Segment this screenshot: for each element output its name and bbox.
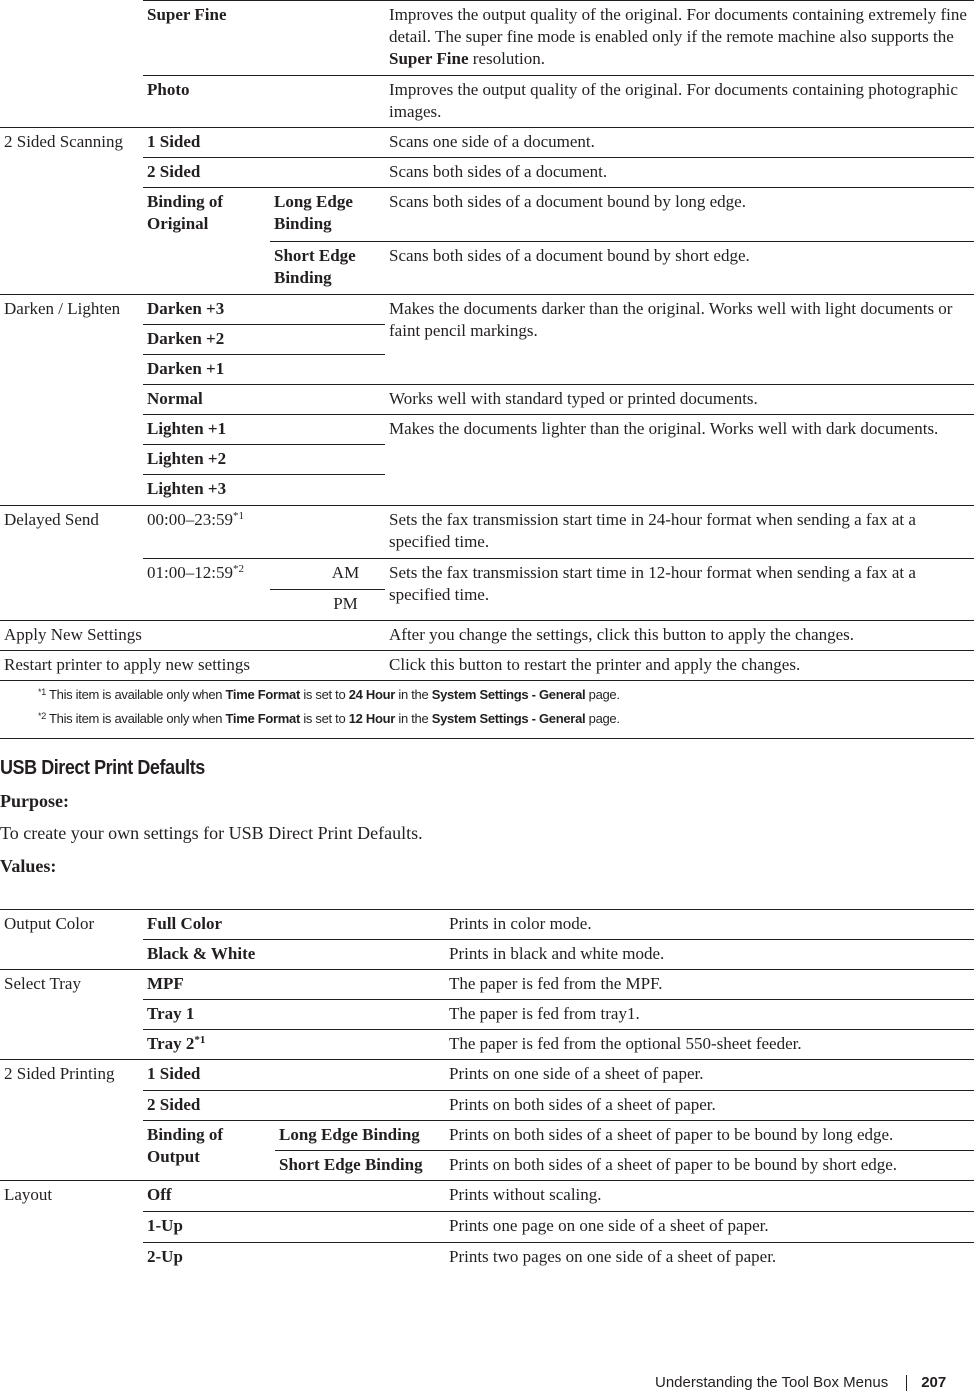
option-desc: Prints two pages on one side of a sheet of paper. xyxy=(445,1243,974,1273)
option-desc: Sets the fax transmission start time in 24-hour format when sending a fax at a specified time. xyxy=(385,506,974,559)
option-desc: Prints in black and white mode. xyxy=(445,940,974,970)
option-desc: The paper is fed from the optional 550-sheet feeder. xyxy=(445,1030,974,1060)
option-off: Off xyxy=(143,1181,445,1212)
option-desc: Click this button to restart the printer and apply the changes. xyxy=(385,651,974,681)
option-desc: Prints on both sides of a sheet of paper. xyxy=(445,1091,974,1121)
option-super-fine: Super Fine xyxy=(143,1,385,76)
option-2-sided: 2 Sided xyxy=(143,1091,445,1121)
apply-new-settings: Apply New Settings xyxy=(0,621,385,651)
option-darken-2: Darken +2 xyxy=(143,325,385,355)
option-desc: Improves the output quality of the original. For documents containing extremely fine detail. The super fine mode is enabled only if the remote machine also supports the Super Fine resolution. xyxy=(385,1,974,76)
option-desc: Scans both sides of a document bound by short edge. xyxy=(385,242,974,295)
option-desc: The paper is fed from the MPF. xyxy=(445,970,974,1000)
option-desc: Prints on one side of a sheet of paper. xyxy=(445,1060,974,1091)
footnotes xyxy=(0,681,974,739)
option-binding: Binding of Original xyxy=(143,188,270,295)
option-12h: 01:00–12:59$^{*2}$ xyxy=(143,559,270,621)
option-black-white: Black & White xyxy=(143,940,445,970)
option-lighten-3: Lighten +3 xyxy=(143,475,385,506)
option-mpf: MPF xyxy=(143,970,445,1000)
option-desc: Sets the fax transmission start time in 12-hour format when sending a fax at a specified time. xyxy=(385,559,974,621)
option-2-sided: 2 Sided xyxy=(143,158,385,188)
option-desc: Makes the documents lighter than the original. Works well with dark documents. xyxy=(385,415,974,506)
option-full-color: Full Color xyxy=(143,910,445,940)
option-1-sided: 1 Sided xyxy=(143,1060,445,1091)
option-1-up: 1-Up xyxy=(143,1212,445,1243)
option-darken-1: Darken +1 xyxy=(143,355,385,385)
option-long-edge: Long Edge Binding xyxy=(270,188,385,242)
option-desc: Prints one page on one side of a sheet of paper. xyxy=(445,1212,974,1243)
option-desc: Improves the output quality of the original. For documents containing photographic images. xyxy=(385,76,974,128)
option-photo: Photo xyxy=(143,76,385,128)
section-heading: USB Direct Print Defaults xyxy=(0,757,205,779)
option-desc: Prints on both sides of a sheet of paper to be bound by long edge. xyxy=(445,1121,974,1151)
option-desc: Scans both sides of a document. xyxy=(385,158,974,188)
option-desc: After you change the settings, click this button to apply the changes. xyxy=(385,621,974,651)
group-output-color: Output Color xyxy=(0,910,143,970)
option-desc: Scans both sides of a document bound by long edge. xyxy=(385,188,974,242)
group-darken-lighten: Darken / Lighten xyxy=(0,295,143,506)
option-am: AM xyxy=(270,559,385,590)
usb-settings-table xyxy=(0,909,974,1273)
option-desc: The paper is fed from tray1. xyxy=(445,1000,974,1030)
option-desc: Prints without scaling. xyxy=(445,1181,974,1212)
footer-divider xyxy=(906,1375,907,1391)
option-pm: PM xyxy=(270,590,385,621)
footnote-1: $^{*1}$ This item is available only when Time Format is set to 24 Hour in the System Settings - General page. xyxy=(38,687,620,702)
option-desc: Makes the documents darker than the original. Works well with light documents or faint pencil markings. xyxy=(385,295,974,385)
group-delayed-send: Delayed Send xyxy=(0,506,143,621)
option-short-edge: Short Edge Binding xyxy=(275,1151,445,1181)
option-tray-1: Tray 1 xyxy=(143,1000,445,1030)
option-lighten-2: Lighten +2 xyxy=(143,445,385,475)
option-darken-3: Darken +3 xyxy=(143,295,385,325)
values-label: Values: xyxy=(0,856,57,876)
option-desc: Prints in color mode. xyxy=(445,910,974,940)
option-normal: Normal xyxy=(143,385,385,415)
option-short-edge: Short Edge Binding xyxy=(270,242,385,295)
footer-title: Understanding the Tool Box Menus xyxy=(655,1374,889,1391)
page-footer xyxy=(655,1374,946,1391)
footnote-2: $^{*2}$ This item is available only when Time Format is set to 12 Hour in the System Settings - General page. xyxy=(38,711,620,726)
group-2-sided-printing: 2 Sided Printing xyxy=(0,1060,143,1181)
group-layout: Layout xyxy=(0,1181,143,1273)
group-2-sided-scanning: 2 Sided Scanning xyxy=(0,128,143,295)
option-desc: Scans one side of a document. xyxy=(385,128,974,158)
restart-printer: Restart printer to apply new settings xyxy=(0,651,385,681)
option-lighten-1: Lighten +1 xyxy=(143,415,385,445)
option-long-edge: Long Edge Binding xyxy=(275,1121,445,1151)
option-binding: Binding of Output xyxy=(143,1121,275,1181)
purpose-text: To create your own settings for USB Direct Print Defaults. xyxy=(0,823,423,843)
option-tray-2: Tray 2$^{*1}$ xyxy=(143,1030,445,1060)
option-1-sided: 1 Sided xyxy=(143,128,385,158)
group-select-tray: Select Tray xyxy=(0,970,143,1060)
option-desc: Works well with standard typed or printed documents. xyxy=(385,385,974,415)
option-2-up: 2-Up xyxy=(143,1243,445,1273)
option-desc: Prints on both sides of a sheet of paper to be bound by short edge. xyxy=(445,1151,974,1181)
page-number: 207 xyxy=(921,1374,947,1391)
option-24h: 00:00–23:59$^{*1}$ xyxy=(143,506,385,559)
purpose-label: Purpose: xyxy=(0,791,69,811)
